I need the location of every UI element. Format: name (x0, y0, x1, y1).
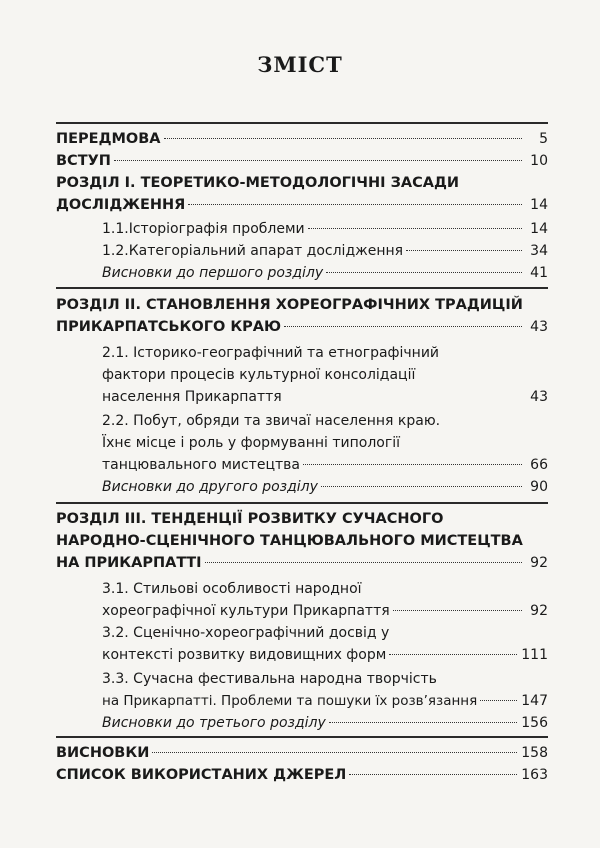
toc-entry-vstup[interactable] (56, 150, 548, 172)
toc-page-number: 158 (521, 745, 548, 761)
toc-entry-label: СПИСОК ВИКОРИСТАНИХ ДЖЕРЕЛ (56, 767, 347, 783)
dot-leader (326, 272, 522, 273)
toc-entry-2-2[interactable] (102, 454, 548, 476)
toc-entry-chapter-1[interactable] (56, 194, 548, 216)
toc-entry-chapter-2[interactable] (56, 316, 548, 338)
toc-page-number: 10 (530, 153, 548, 169)
toc-chapter-3-line2: НАРОДНО-СЦЕНІЧНОГО ТАНЦЮВАЛЬНОГО МИСТЕЦТВА (56, 533, 523, 549)
dot-leader (393, 610, 522, 611)
divider (56, 122, 548, 124)
toc-chapter-1-line1: РОЗДІЛ І. ТЕОРЕТИКО-МЕТОДОЛОГІЧНІ ЗАСАДИ (56, 175, 460, 191)
divider (56, 502, 548, 504)
toc-entry-label: НА ПРИКАРПАТТІ (56, 555, 202, 571)
toc-entry-label: 1.2.Категоріальний апарат дослідження (102, 243, 404, 259)
toc-page-number: 5 (539, 131, 548, 147)
dot-leader (303, 464, 522, 465)
toc-chapter-3-line1: РОЗДІЛ ІІІ. ТЕНДЕНЦІЇ РОЗВИТКУ СУЧАСНОГО (56, 511, 444, 527)
toc-entry-label: ПЕРЕДМОВА (56, 131, 161, 147)
toc-entry-3-1[interactable] (102, 600, 548, 622)
dot-leader (284, 326, 522, 327)
toc-entry-2-1-line1: 2.1. Історико-географічний та етнографічний (102, 345, 440, 361)
toc-entry-label: хореографічної культури Прикарпаття (102, 603, 390, 619)
toc-page-number: 14 (530, 221, 548, 237)
toc-entry-2-2-line1: 2.2. Побут, обряди та звичаї населення краю. (102, 413, 441, 429)
dot-leader (480, 700, 517, 701)
toc-entry-label: Висновки до другого розділу (102, 479, 318, 495)
toc-page-number: 90 (530, 479, 548, 495)
toc-page-number: 41 (530, 265, 548, 281)
toc-page-number: 147 (521, 693, 548, 709)
toc-page-number: 34 (530, 243, 548, 259)
toc-entry-chapter-3[interactable] (56, 552, 548, 574)
toc-entry-label: танцювального мистецтва (102, 457, 300, 473)
toc-entry-label: на Прикарпатті. Проблеми та пошуки їх розв’язання (102, 693, 478, 709)
dot-leader (152, 752, 517, 753)
toc-entry-vysnovky[interactable] (56, 742, 548, 764)
dot-leader (406, 250, 522, 251)
toc-entry-label: Висновки до першого розділу (102, 265, 324, 281)
toc-entry-3-conclusions[interactable] (102, 712, 548, 734)
toc-entry-peredmova[interactable] (56, 128, 548, 150)
dot-leader (329, 722, 517, 723)
dot-leader (164, 138, 522, 139)
toc-entry-1-1[interactable] (102, 218, 548, 240)
toc-page-number: 43 (530, 389, 548, 405)
dot-leader (188, 204, 522, 205)
dot-leader (114, 160, 522, 161)
dot-leader (308, 228, 522, 229)
toc-entry-label: ДОСЛІДЖЕННЯ (56, 197, 186, 213)
toc-entry-2-2-line2: Їхнє місце і роль у формуванні типології (102, 435, 400, 451)
toc-entry-label: ВИСНОВКИ (56, 745, 150, 761)
toc-entry-3-2-line1: 3.2. Сценічно-хореографічний досвід у (102, 625, 390, 641)
toc-entry-2-1[interactable] (102, 386, 548, 408)
toc-chapter-2-line1: РОЗДІЛ ІІ. СТАНОВЛЕННЯ ХОРЕОГРАФІЧНИХ ТРАДИЦІЙ (56, 297, 523, 313)
dot-leader (349, 774, 517, 775)
toc-entry-3-2[interactable] (102, 644, 548, 666)
page-title: ЗМІСТ (257, 52, 343, 77)
toc-entry-1-conclusions[interactable] (102, 262, 548, 284)
toc-entry-label: 1.1.Історіографія проблеми (102, 221, 305, 237)
toc-page-number: 111 (521, 647, 548, 663)
toc-page-number: 92 (530, 603, 548, 619)
toc-entry-label: населення Прикарпаття (102, 389, 282, 405)
toc-entry-1-2[interactable] (102, 240, 548, 262)
dot-leader (205, 562, 522, 563)
toc-entry-label: контексті розвитку видовищних форм (102, 647, 387, 663)
toc-entry-sources[interactable] (56, 764, 548, 786)
toc-entry-3-3[interactable] (102, 690, 548, 712)
toc-entry-label: ПРИКАРПАТСЬКОГО КРАЮ (56, 319, 282, 335)
toc-page-number: 43 (530, 319, 548, 335)
toc-page-number: 92 (530, 555, 548, 571)
toc-entry-3-1-line1: 3.1. Стильові особливості народної (102, 581, 362, 597)
toc-entry-label: ВСТУП (56, 153, 111, 169)
toc-entry-2-1-line2: фактори процесів культурної консолідації (102, 367, 416, 383)
toc-page-number: 14 (530, 197, 548, 213)
toc-entry-2-conclusions[interactable] (102, 476, 548, 498)
dot-leader (285, 396, 522, 397)
toc-page-number: 156 (521, 715, 548, 731)
toc-page-number: 66 (530, 457, 548, 473)
toc-entry-label: Висновки до третього розділу (102, 715, 326, 731)
divider (56, 287, 548, 289)
toc-page-number: 163 (521, 767, 548, 783)
toc-entry-3-3-line1: 3.3. Сучасна фестивальна народна творчість (102, 671, 437, 687)
dot-leader (389, 654, 517, 655)
dot-leader (321, 486, 522, 487)
divider (56, 736, 548, 738)
